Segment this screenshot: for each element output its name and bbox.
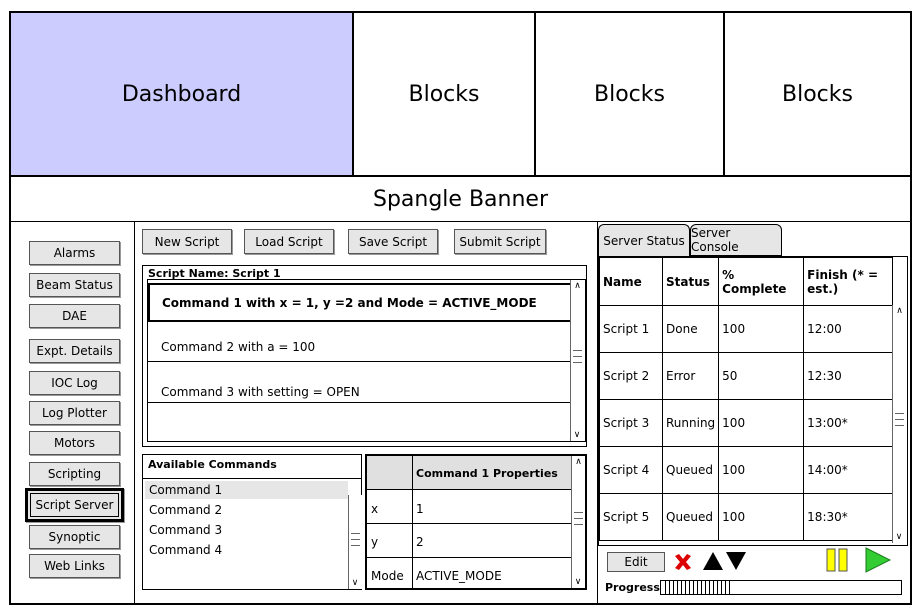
cell-finish: 18:30* (804, 494, 893, 541)
table-row[interactable] (600, 353, 893, 400)
server-table-scrollbar[interactable] (892, 305, 906, 543)
cell-status: Error (663, 353, 719, 400)
command-item-3[interactable] (145, 521, 222, 539)
save-script-button[interactable] (348, 229, 438, 254)
tab-dashboard-label: Dashboard (121, 81, 242, 107)
cell-name: Script 5 (600, 494, 663, 541)
cell-finish: 12:00 (804, 306, 893, 353)
cell-status: Running (663, 400, 719, 447)
property-value-y[interactable]: 2 (416, 535, 424, 549)
available-scroll-down-icon[interactable]: ∨ (351, 578, 359, 588)
command-item-4[interactable] (145, 541, 222, 559)
submit-script-button[interactable] (454, 229, 546, 254)
tab-dashboard[interactable] (10, 12, 353, 176)
command-row-3[interactable] (148, 362, 572, 403)
save-script-label: Save Script (358, 234, 428, 249)
nav-dae[interactable] (29, 304, 120, 328)
properties-panel (365, 454, 587, 590)
command-item-2[interactable] (145, 501, 222, 519)
nav-ioc-log-label: IOC Log (51, 376, 98, 390)
col-complete[interactable]: % Complete (719, 258, 804, 306)
progress-label: Progress (605, 581, 660, 594)
property-key-y: y (371, 535, 379, 549)
tab-server-console[interactable] (690, 224, 782, 256)
nav-alarms[interactable] (29, 241, 120, 265)
cell-status: Queued (663, 494, 719, 541)
load-script-button[interactable] (244, 229, 334, 254)
new-script-label: New Script (154, 234, 220, 249)
tab-blocks-3[interactable] (724, 12, 911, 176)
server-scroll-up-icon[interactable]: ∧ (896, 306, 903, 316)
script-name-label: Script Name: Script 1 (148, 267, 281, 280)
tab-blocks-1-label: Blocks (408, 81, 480, 107)
cell-name: Script 3 (600, 400, 663, 447)
table-row[interactable] (600, 494, 893, 541)
property-value-mode[interactable]: ACTIVE_MODE (416, 569, 502, 583)
table-row[interactable] (600, 400, 893, 447)
nav-dae-label: DAE (62, 309, 87, 323)
properties-scroll-down-icon[interactable]: ∨ (574, 577, 582, 587)
tab-blocks-1[interactable] (353, 12, 535, 176)
properties-scrollbar[interactable] (571, 456, 585, 588)
banner-title: Spangle Banner (372, 186, 548, 212)
tab-server-status-label: Server Status (603, 233, 685, 248)
command-row-3-text: Command 3 with setting = OPEN (161, 385, 360, 399)
progress-bar (660, 580, 902, 595)
nav-alarms-label: Alarms (53, 246, 96, 260)
cell-finish: 14:00* (804, 447, 893, 494)
tab-blocks-2[interactable] (535, 12, 724, 176)
property-value-x[interactable]: 1 (416, 502, 424, 516)
server-table-header (600, 258, 893, 306)
nav-beam-status[interactable] (29, 273, 120, 297)
server-table-panel (598, 256, 908, 546)
cell-complete: 50 (719, 353, 804, 400)
command-item-4-label: Command 4 (149, 543, 223, 557)
move-down-icon[interactable] (725, 551, 747, 571)
command-row-1[interactable] (148, 283, 572, 322)
cell-status: Queued (663, 447, 719, 494)
command-row-1-text: Command 1 with x = 1, y =2 and Mode = ACTIVE_MODE (162, 295, 537, 310)
tab-server-status[interactable] (598, 224, 690, 256)
properties-title: Command 1 Properties (416, 467, 558, 480)
nav-web-links[interactable] (29, 554, 120, 578)
properties-scroll-up-icon[interactable]: ∧ (575, 457, 582, 467)
cell-complete: 100 (719, 447, 804, 494)
nav-motors-label: Motors (54, 436, 95, 450)
cell-name: Script 4 (600, 447, 663, 494)
edit-button-label: Edit (624, 555, 648, 569)
script-panel (142, 265, 587, 447)
nav-motors[interactable] (29, 431, 120, 455)
available-scrollbar[interactable] (348, 495, 362, 589)
nav-scripting-label: Scripting (47, 467, 102, 481)
table-row[interactable] (600, 306, 893, 353)
command-item-1[interactable] (145, 481, 348, 499)
command-item-3-label: Command 3 (149, 523, 223, 537)
load-script-label: Load Script (255, 234, 323, 249)
cell-complete: 100 (719, 400, 804, 447)
submit-script-label: Submit Script (459, 234, 541, 249)
col-finish[interactable]: Finish (* = est.) (804, 258, 893, 306)
available-commands-title: Available Commands (148, 458, 277, 471)
table-row[interactable] (600, 447, 893, 494)
nav-ioc-log[interactable] (29, 371, 120, 395)
cell-finish: 13:00* (804, 400, 893, 447)
col-name[interactable]: Name (600, 258, 663, 306)
edit-button[interactable] (607, 552, 665, 572)
cell-name: Script 1 (600, 306, 663, 353)
banner (10, 176, 911, 222)
nav-web-links-label: Web Links (44, 559, 105, 573)
server-scroll-down-icon[interactable]: ∨ (895, 532, 903, 542)
command-row-2-text: Command 2 with a = 100 (161, 340, 316, 354)
tab-server-console-label: Server Console (691, 226, 739, 254)
col-status[interactable]: Status (663, 258, 719, 306)
cell-finish: 12:30 (804, 353, 893, 400)
command-item-2-label: Command 2 (149, 503, 223, 517)
delete-icon[interactable] (672, 551, 694, 573)
nav-script-server[interactable] (25, 488, 124, 522)
property-key-x: x (371, 502, 379, 516)
pause-icon[interactable] (826, 548, 848, 572)
available-commands-panel (142, 454, 362, 590)
play-icon[interactable] (864, 546, 892, 574)
nav-synoptic[interactable] (29, 525, 120, 549)
new-script-button[interactable] (142, 229, 232, 254)
nav-script-server-label: Script Server (35, 498, 114, 512)
tab-blocks-3-label: Blocks (782, 81, 853, 107)
command-item-1-label: Command 1 (149, 483, 223, 497)
cell-complete: 100 (719, 306, 804, 353)
nav-expt-details[interactable] (29, 339, 120, 363)
command-row-2[interactable] (148, 322, 572, 362)
scroll-up-icon[interactable]: ∧ (574, 281, 581, 291)
nav-synoptic-label: Synoptic (48, 530, 101, 544)
cell-name: Script 2 (600, 353, 663, 400)
nav-log-plotter-label: Log Plotter (42, 406, 107, 420)
cell-complete: 100 (719, 494, 804, 541)
nav-log-plotter[interactable] (29, 401, 120, 425)
script-scrollbar[interactable] (570, 280, 584, 441)
tab-blocks-2-label: Blocks (594, 81, 665, 107)
nav-expt-details-label: Expt. Details (36, 344, 113, 358)
move-up-icon[interactable] (702, 551, 724, 571)
cell-status: Done (663, 306, 719, 353)
property-key-mode: Mode (371, 569, 404, 583)
nav-scripting[interactable] (29, 462, 120, 486)
server-table (599, 257, 893, 541)
nav-beam-status-label: Beam Status (36, 278, 113, 292)
scroll-down-icon[interactable]: ∨ (573, 430, 581, 440)
